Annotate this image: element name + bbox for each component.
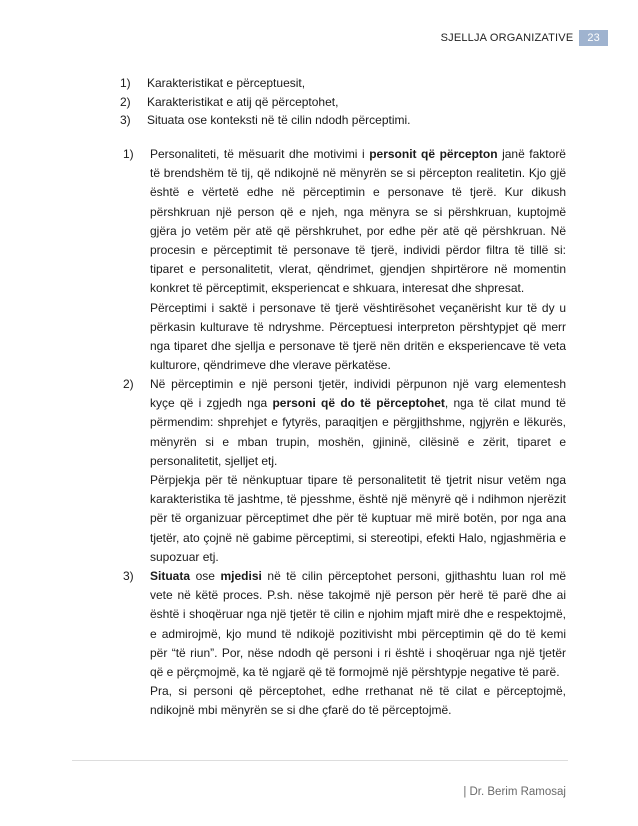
running-header xyxy=(441,30,608,46)
list-number: 1) xyxy=(120,76,131,90)
bold-term: mjedisi xyxy=(220,569,262,583)
section-3 xyxy=(123,567,567,721)
section-number: 1) xyxy=(123,147,134,161)
list-text: Situata ose konteksti në të cilin ndodh përceptimi. xyxy=(147,113,411,127)
text-run: Personaliteti, të mësuarit dhe motivimi i xyxy=(150,147,370,161)
list-number: 2) xyxy=(120,94,131,109)
header-title: SJELLJA ORGANIZATIVE xyxy=(440,32,574,44)
section-2 xyxy=(123,375,566,567)
bold-term: personit që përcepton xyxy=(369,147,498,161)
list-item xyxy=(120,93,566,112)
section-1 xyxy=(123,145,566,375)
section-paragraph xyxy=(150,145,566,299)
section-paragraph: Pra, si personi që përceptohet, edhe rrethanat në të cilat e përceptojmë, ndikojnë mbi mënyrën se si dhe çfarë do të përceptojmë. xyxy=(150,684,566,718)
intro-list xyxy=(120,74,566,130)
section-paragraph xyxy=(150,567,566,682)
footer-author: | Dr. Berim Ramosaj xyxy=(463,786,566,798)
section-paragraph: Përpjekja për të nënkuptuar tipare të personalitetit të tjetrit nisur vetëm nga karakteristika të jashtme, të pjesshme, është një mënyrë që i ndihmon njerëzit për të organizuar përceptimet dhe për të kuptuar më mirë botën, por nga ana tjetër, ato çojnë në gabime përceptimi, si stereotipi, efekti Halo, ngjashmëria e supozuar etj. xyxy=(150,473,566,564)
section-number: 2) xyxy=(123,377,134,391)
section-number: 3) xyxy=(123,569,134,583)
text-run: janë faktorë të brendshëm të tij, që ndikojnë në mënyrën se si përcepton realitetin. Kjo gjë është e vërtetë edhe në përceptimin e personave të tjerë. Kur dikush përshkruan një person që e njeh, nga mënyra se si përshkruan, kuptojmë gjëra jo vetëm për atë që përshkruhet, por edhe për atë që përshkruan. Në procesin e përceptimit të personave të tjerë, individi përdor filtra të tillë si: tiparet e personalitetit, vlerat, qëndrimet, gjendjen shpirtërore në momentin konkret të përceptimit, eksperiencat e shkuara, interesat dhe shpresat. xyxy=(150,147,566,296)
bold-term: personi që do të përceptohet xyxy=(272,396,445,411)
list-text: Karakteristikat e përceptuesit, xyxy=(147,76,306,90)
text-run: , nga të cilat mund të përmendim: shprehjet e fytyrës, paraqitjen e përgjithshme, ngjyrën e lëkurës, mënyrën si e mban trupin, moshën, gjininë, cilësinë e zërit, tiparet e personalitetit, sjelljet etj. xyxy=(150,396,566,468)
section-paragraph: Përceptimi i saktë i personave të tjerë vështirësohet veçanërisht kur të dy u përkasin kulturave të ndryshme. Përceptuesi interpreton përshtypjet që merr nga tiparet dhe sjellja e personave të tjerë nën dritën e eksperiencave të veta kulturore, qëndrimeve dhe vlerave përkatëse. xyxy=(150,300,566,373)
bold-term: Situata xyxy=(150,569,191,583)
list-text: Karakteristikat e atij që përceptohet, xyxy=(147,94,339,109)
list-item xyxy=(120,74,566,93)
list-item xyxy=(120,111,566,130)
section-paragraph xyxy=(150,375,566,471)
text-run: ose xyxy=(190,569,221,583)
text-run: Në përceptimin e një personi tjetër, individi përpunon një varg elementesh kyçe që i zgjedh nga xyxy=(150,377,566,411)
text-run: në të cilin përceptohet personi, gjithashtu luan rol më vete në këtë proces. P.sh. nëse takojmë një person për herë të parë dhe ai është i shoqëruar nga një tjetër të cilin e njohim mjaft mirë dhe e respektojmë, e admirojmë, kjo mund të ndikojë pozitivisht mbi përceptimin që do të kemi për “të riun”. Por, nëse ndodh që personi i ri është i shoqëruar nga një tjetër që e përçmojmë, ka të ngjarë që të formojmë një përshtypje negative të parë. xyxy=(150,569,567,680)
footer-divider xyxy=(72,760,568,761)
page-number: 23 xyxy=(579,30,608,46)
list-number: 3) xyxy=(120,113,131,127)
